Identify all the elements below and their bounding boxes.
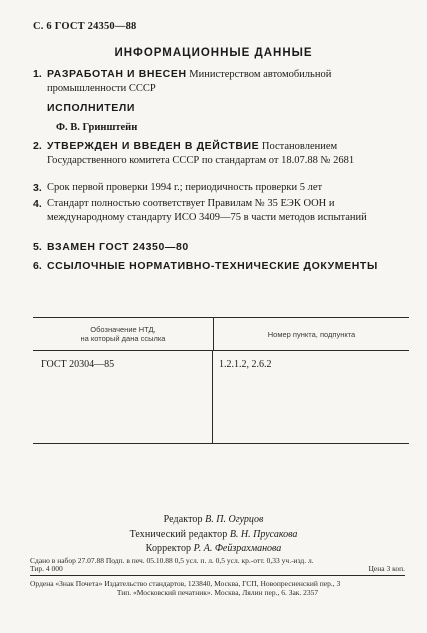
- table-header: [33, 318, 409, 351]
- item-number: 1.: [33, 68, 42, 80]
- imprint-line-2: [30, 564, 405, 573]
- column-header-ntd: Обозначение НТД, на который дана ссылка: [33, 318, 214, 350]
- credit-tech-editor: [0, 528, 427, 543]
- item-number: 2.: [33, 140, 42, 152]
- table-cell-ntd: ГОСТ 20304—85: [33, 351, 213, 443]
- credit-name: Р. А. Фейзрахманова: [193, 543, 282, 554]
- credit-corrector: [0, 542, 427, 557]
- item-text: Министерством автомобильной промышленности СССР: [47, 69, 332, 94]
- item-replaces: [33, 240, 408, 255]
- item-number: 6.: [33, 260, 42, 272]
- item-number: 5.: [33, 241, 42, 253]
- imprint-publisher: Ордена «Знак Почета» Издательство стандартов, 123840, Москва, ГСП, Новопресненский пер., 3: [30, 579, 341, 588]
- item-text: Стандарт полностью соответствует Правилам № 35 ЕЭК ООН и международному стандарту ИСО 3409—75 в части методов испытаний: [47, 198, 367, 223]
- column-header-clause: Номер пункта, подпункта: [267, 329, 356, 339]
- credits-block: [0, 513, 427, 557]
- imprint-divider: [30, 575, 405, 576]
- item-caps: ССЫЛОЧНЫЕ НОРМАТИВНО-ТЕХНИЧЕСКИЕ ДОКУМЕНТЫ: [47, 260, 378, 272]
- credit-role: Редактор: [163, 514, 203, 525]
- item-caps: РАЗРАБОТАН И ВНЕСЕН: [47, 68, 187, 80]
- references-table: [33, 317, 409, 444]
- item-text: Постановлением Государственного комитета СССР по стандартам от 18.07.88 № 2681: [47, 141, 355, 166]
- credit-name: В. П. Огурцов: [205, 514, 264, 525]
- credit-editor: [0, 513, 427, 528]
- table-row: [33, 351, 409, 443]
- imprint-price: Цена 3 коп.: [368, 564, 405, 573]
- imprint-circulation: Тир. 4 000: [30, 564, 63, 573]
- page-header: С. 6 ГОСТ 24350—88: [33, 21, 137, 32]
- item-caps: УТВЕРЖДЕН И ВВЕДЕН В ДЕЙСТВИЕ: [47, 140, 260, 152]
- item-number: 4.: [33, 198, 42, 210]
- credit-name: В. Н. Прусакова: [229, 528, 298, 540]
- imprint-print-data: Сдано в набор 27.07.88 Подп. в печ. 05.10.88 0,5 усл. п. л. 0,5 усл. кр.-отт. 0,33 уч.-изд. л.: [30, 556, 314, 565]
- item-compliance: [33, 197, 408, 225]
- item-developed: [33, 67, 408, 96]
- item-approved: [33, 139, 408, 168]
- item-inspection: [33, 181, 408, 195]
- section-title: ИНФОРМАЦИОННЫЕ ДАННЫЕ: [114, 47, 313, 59]
- credit-role: Технический редактор: [129, 528, 228, 540]
- item-text: Срок первой проверки 1994 г.; периодичность проверки 5 лет: [47, 182, 323, 193]
- performers-heading: ИСПОЛНИТЕЛИ: [47, 102, 136, 114]
- item-number: 3.: [33, 182, 42, 194]
- imprint-printer: Тип. «Московский печатник». Москва, Лялин пер., 6. Зак. 2357: [116, 588, 319, 597]
- item-performers: [33, 101, 408, 116]
- table-cell-clause: 1.2.1.2, 2.6.2: [219, 359, 272, 370]
- credit-role: Корректор: [145, 543, 192, 554]
- performer-name: Ф. В. Гринштейн: [56, 122, 138, 133]
- item-caps: ВЗАМЕН ГОСТ 24350—80: [47, 241, 189, 253]
- item-references: [33, 259, 408, 274]
